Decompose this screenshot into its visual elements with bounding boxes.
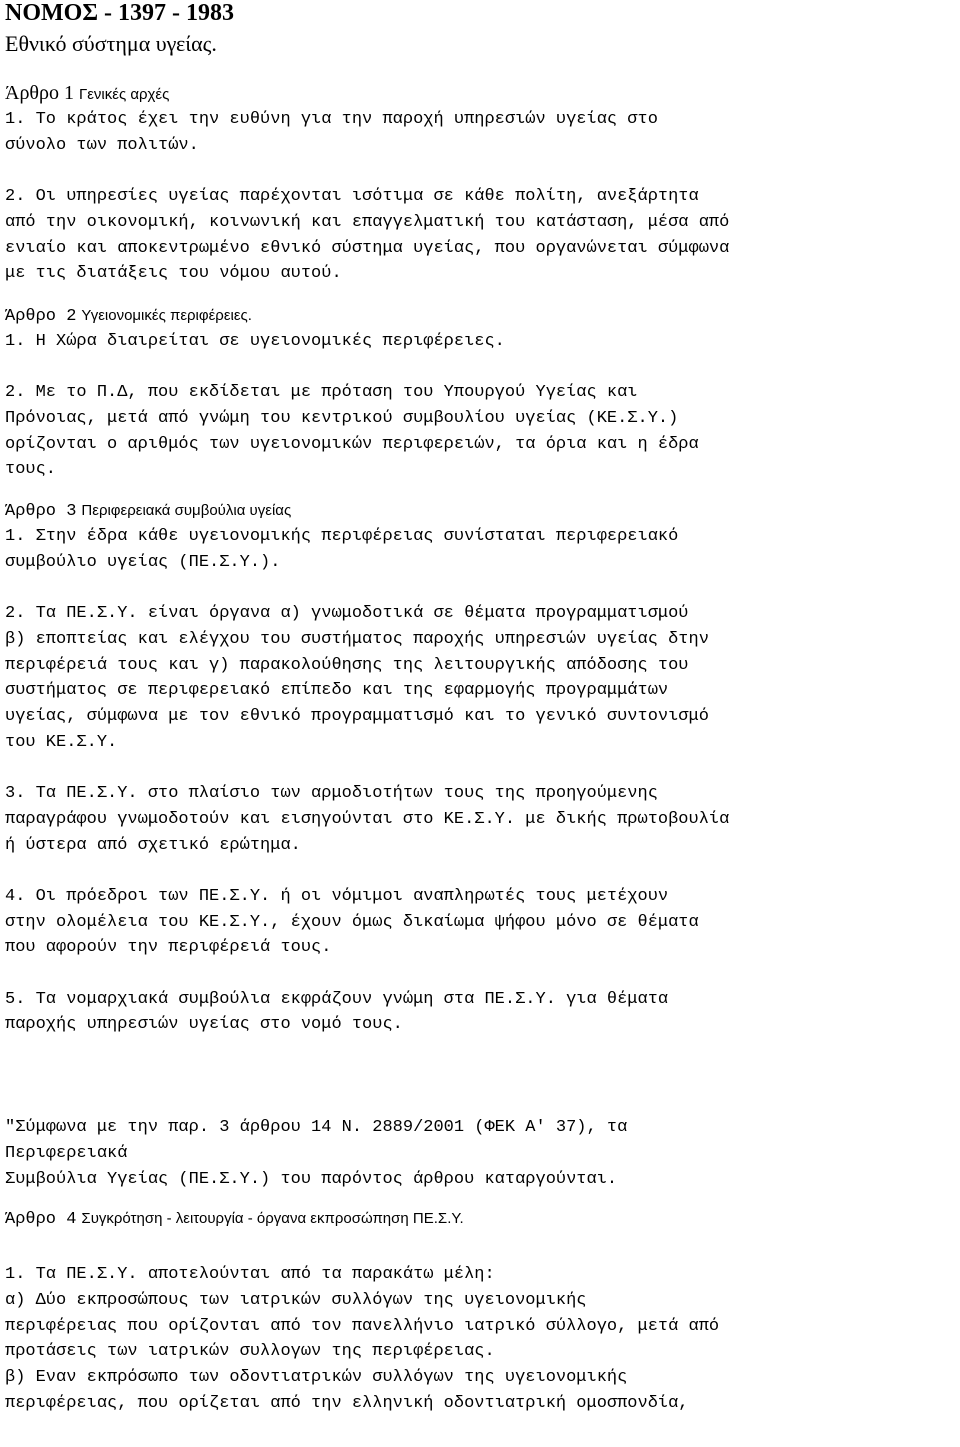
text-line: ή ύστερα από σχετικό ερώτημα. (5, 835, 301, 855)
article-3-paragraph-2 (5, 601, 955, 755)
text-line: του ΚΕ.Σ.Υ. (5, 732, 118, 752)
article-name: Συγκρότηση - λειτουργία - όργανα εκπροσώπηση ΠΕ.Σ.Υ. (81, 1210, 464, 1228)
text-line: 1. Τα ΠΕ.Σ.Υ. αποτελούνται από τα παρακάτω μέλη: (5, 1265, 495, 1285)
article-name: Περιφερειακά συμβούλια υγείας (81, 502, 292, 520)
text-line: 2. Τα ΠΕ.Σ.Υ. είναι όργανα α) γνωμοδοτικά σε θέματα προγραμματισμού (5, 604, 689, 624)
law-title: ΝΟΜΟΣ - 1397 - 1983 (5, 0, 234, 26)
article-label: Άρθρο 4 (5, 1210, 77, 1230)
text-line: β) εποπτείας και ελέγχου του συστήματος παροχής υπηρεσιών υγείας δτην (5, 629, 709, 649)
text-line: σύνολο των πολιτών. (5, 135, 199, 155)
text-line: "Σύμφωνα με την παρ. 3 άρθρου 14 Ν. 2889/2001 (ΦΕΚ Α' 37), τα (5, 1118, 628, 1138)
text-line: α) Δύο εκπροσώπους των ιατρικών συλλόγων της υγειονομικής (5, 1290, 587, 1310)
text-line: από την οικονομική, κοινωνική και επαγγελματική του κατάσταση, μέσα από (5, 212, 730, 232)
article-1-paragraph-2 (5, 184, 955, 287)
text-line: 3. Τα ΠΕ.Σ.Υ. στο πλαίσιο των αρμοδιοτήτων τους της προηγούμενης (5, 784, 658, 804)
article-label: Άρθρο 1 (5, 82, 74, 104)
article-3-paragraph-5 (5, 987, 955, 1038)
article-3-paragraph-4 (5, 884, 955, 961)
article-4-heading (5, 1205, 955, 1232)
text-line: 1. Η Χώρα διαιρείται σε υγειονομικές περιφέρειες. (5, 331, 505, 351)
text-line: τους. (5, 460, 57, 480)
text-line: συμβούλιο υγείας (ΠΕ.Σ.Υ.). (5, 552, 281, 572)
article-3-paragraph-3 (5, 781, 955, 858)
article-2-paragraph-2 (5, 380, 955, 483)
text-line: ορίζονται ο αριθμός των υγειονομικών περιφερειών, τα όρια και η έδρα (5, 434, 699, 454)
text-line: 1. Στην έδρα κάθε υγειονομικής περιφέρειας συνίσταται περιφερειακό (5, 527, 679, 547)
text-line: β) Εναν εκπρόσωπο των οδοντιατρικών συλλόγων της υγειονομικής (5, 1368, 628, 1388)
article-4-paragraph-1 (5, 1262, 955, 1416)
text-line: Πρόνοιας, μετά από γνώμη του κεντρικού συμβουλίου υγείας (ΚΕ.Σ.Υ.) (5, 409, 679, 428)
article-2-paragraph-1 (5, 329, 955, 355)
text-line: προτάσεις των ιατρικών συλλογων της περιφέρειας. (5, 1342, 495, 1362)
text-line: 2. Οι υπηρεσίες υγείας παρέχονται ισότιμα σε κάθε πολίτη, ανεξάρτητα (5, 187, 699, 207)
article-2-heading (5, 302, 955, 329)
article-label: Άρθρο 3 (5, 502, 77, 522)
text-line: 2. Με το Π.Δ, που εκδίδεται με πρόταση του Υπουργού Υγείας και (5, 383, 638, 403)
article-1-heading (5, 81, 955, 107)
text-line: που αφορούν την περιφέρειά τους. (5, 938, 332, 958)
article-3-note (5, 1115, 955, 1192)
text-line: ενιαίο και αποκεντρωμένο εθνικό σύστημα υγείας, που οργανώνεται σύμφωνα (5, 238, 730, 258)
text-line: συστήματος σε περιφερειακό επίπεδο και της εφαρμογής προγραμμάτων (5, 681, 669, 701)
text-line: Συμβούλια Υγείας (ΠΕ.Σ.Υ.) του παρόντος άρθρου καταργούνται. (5, 1169, 618, 1189)
article-1-paragraph-1 (5, 107, 955, 158)
text-line: παραγράφου γνωμοδοτούν και εισηγούνται στο ΚΕ.Σ.Υ. με δικής πρωτοβουλία (5, 809, 730, 829)
document (5, 0, 955, 1416)
text-line: στην ολομέλεια του ΚΕ.Σ.Υ., έχουν όμως δικαίωμα ψήφου μόνο σε θέματα (5, 912, 699, 932)
article-label: Άρθρο 2 (5, 306, 77, 326)
text-line: Περιφερειακά (5, 1143, 128, 1163)
text-line: υγείας, σύμφωνα με τον εθνικό προγραμματισμό και το γενικό συντονισμό (5, 707, 709, 727)
law-subtitle: Εθνικό σύστημα υγείας. (5, 31, 217, 56)
article-3-paragraph-1 (5, 524, 955, 575)
text-line: παροχής υπηρεσιών υγείας στο νομό τους. (5, 1015, 403, 1035)
text-line: με τις διατάξεις του νόμου αυτού. (5, 264, 342, 284)
text-line: 1. Το κράτος έχει την ευθύνη για την παροχή υπηρεσιών υγείας στο (5, 110, 658, 129)
article-3-heading (5, 497, 955, 524)
text-line: 4. Οι πρόεδροι των ΠΕ.Σ.Υ. ή οι νόμιμοι αναπληρωτές τους μετέχουν (5, 886, 669, 906)
text-line: περιφέρειας, που ορίζεται από την ελληνική οδοντιατρική ομοσπονδία, (5, 1393, 689, 1413)
article-name: Γενικές αρχές (78, 86, 170, 103)
text-line: περιφέρειά τους και γ) παρακολούθησης της λειτουργικής απόδοσης του (5, 655, 689, 675)
text-line: 5. Τα νομαρχιακά συμβούλια εκφράζουν γνώμη στα ΠΕ.Σ.Υ. για θέματα (5, 989, 669, 1009)
text-line: περιφέρειας που ορίζονται από τον πανελλήνιο ιατρικό σύλλογο, μετά από (5, 1316, 720, 1336)
article-name: Υγειονομικές περιφέρειες. (81, 306, 252, 324)
